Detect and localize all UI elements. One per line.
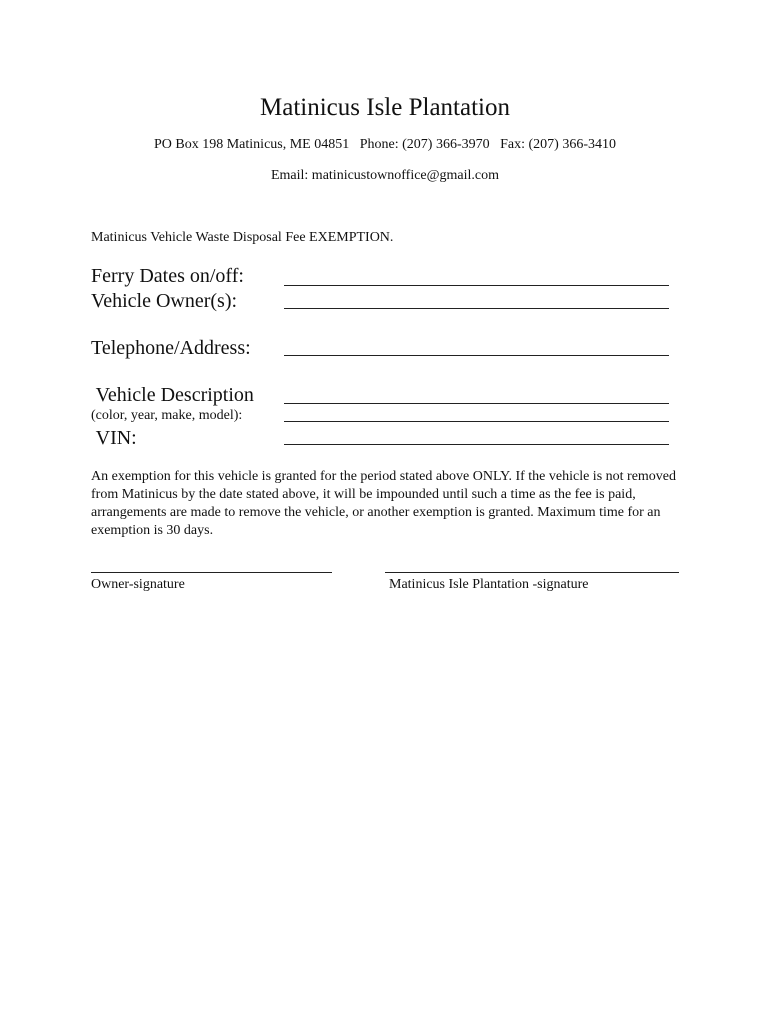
vehicle-description-field-2[interactable] xyxy=(284,421,669,422)
owner-signature-label: Owner-signature xyxy=(91,577,185,592)
vin-field[interactable] xyxy=(284,444,669,445)
vin-label: VIN: xyxy=(91,427,137,449)
contact-email-line: Email: matinicustownoffice@gmail.com xyxy=(270,168,500,183)
plantation-signature-label: Matinicus Isle Plantation -signature xyxy=(389,577,589,592)
document-title: Matinicus Isle Plantation xyxy=(260,94,510,121)
owner-signature-line[interactable] xyxy=(91,572,332,573)
telephone-address-field[interactable] xyxy=(284,355,669,356)
plantation-signature-line[interactable] xyxy=(385,572,679,573)
telephone-address-label: Telephone/Address: xyxy=(91,337,251,359)
vehicle-description-field[interactable] xyxy=(284,403,669,404)
contact-address-line: PO Box 198 Matinicus, ME 04851 Phone: (207) 366-3970 Fax: (207) 366-3410 xyxy=(154,137,616,152)
ferry-dates-label: Ferry Dates on/off: xyxy=(91,265,244,287)
vehicle-owner-field[interactable] xyxy=(284,308,669,309)
ferry-dates-field[interactable] xyxy=(284,285,669,286)
exemption-notice: An exemption for this vehicle is granted for the period stated above ONLY. If the vehicle is not removed from Matinicus by the date stated above, it will be impounded until such a time as the fee is paid, arrangements are made to remove the vehicle, or another exemption is granted. Maximum time for an exemption is 30 days. xyxy=(91,469,677,538)
vehicle-description-hint: (color, year, make, model): xyxy=(91,408,243,423)
vehicle-owner-label: Vehicle Owner(s): xyxy=(91,290,238,312)
form-heading: Matinicus Vehicle Waste Disposal Fee EXEMPTION. xyxy=(91,230,394,245)
vehicle-description-label: Vehicle Description xyxy=(91,384,254,406)
